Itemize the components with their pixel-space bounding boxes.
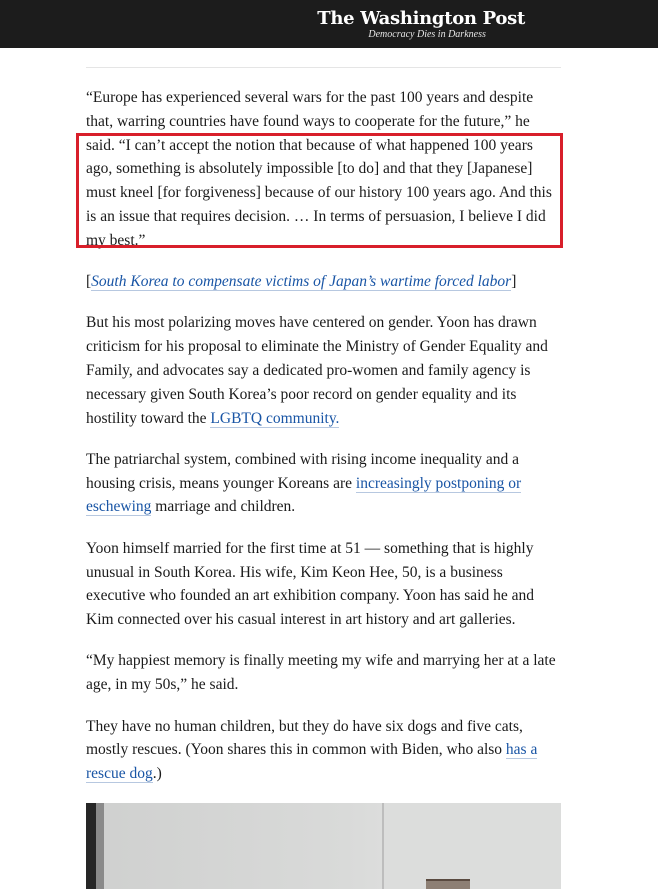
related-article-link[interactable]: South Korea to compensate victims of Japan’s wartime forced labor — [91, 273, 512, 291]
photo-object — [426, 879, 470, 889]
bracket-open: [ — [86, 273, 92, 291]
photo-dark-edge — [86, 803, 96, 889]
article-photo — [86, 803, 561, 889]
photo-panel — [386, 803, 561, 889]
paragraph-text: .) — [152, 765, 162, 783]
paragraph-marriage: Yoon himself married for the first time at 51 — something that is highly unusual in South Korea. His wife, Kim Keon Hee, 50, is a business executive who founded an art exhibition company. Yoon has said he and Kim connected over his casual interest in art history and art galleries. — [86, 539, 534, 629]
quote-intro: “Europe has experienced several wars for the past 100 years and despite that, warring countries have found ways to cooperate for the future,” he said. — [86, 89, 534, 154]
paragraph-text: But his most polarizing moves have centered on gender. Yoon has drawn criticism for his proposal to eliminate the Ministry of Gender Equality and Family, and advocates say a dedicated pro-women and family agency is necessary given South Korea’s poor record on gender equality and its hostility toward the — [86, 314, 548, 427]
divider — [86, 67, 561, 68]
photo-edge-shadow — [96, 803, 104, 889]
brand-name: The Washington Post — [317, 8, 525, 29]
photo-divider — [382, 803, 384, 889]
lgbtq-community-link[interactable]: LGBTQ community. — [210, 409, 340, 427]
paragraph-text: They have no human children, but they do have six dogs and five cats, mostly rescues. (Yoon shares this in common with Biden, who also — [86, 717, 523, 759]
paragraph-patriarchal — [86, 448, 561, 519]
paragraph-text: marriage and children. — [151, 498, 296, 516]
postponing-marriage-link[interactable]: increasingly postponing or eschewing — [86, 474, 522, 516]
paragraph-text: The patriarchal system, combined with rising income inequality and a housing crisis, means younger Koreans are — [86, 450, 520, 492]
brand-tagline: Democracy Dies in Darkness — [368, 29, 486, 40]
rescue-dog-link[interactable]: has a rescue dog — [86, 741, 538, 783]
paragraph-gender — [86, 311, 561, 430]
highlight-box — [76, 133, 563, 248]
highlighted-quote: “I can’t accept the notion that because of what happened 100 years ago, something is absolutely impossible [to do] and that they [Japanese] must kneel [for forgiveness] because of our history 100 years ago. And this is an issue that requires decision. … In terms of persuasion, I believe I did my best.” — [86, 136, 552, 249]
site-header — [0, 0, 658, 48]
related-link-paragraph — [86, 270, 561, 294]
bracket-close: ] — [511, 273, 517, 291]
brand-logo[interactable] — [317, 9, 525, 40]
paragraph-pets — [86, 715, 561, 786]
paragraph-happiest-memory: “My happiest memory is finally meeting my wife and marrying her at a late age, in my 50s,” he said. — [86, 652, 556, 694]
